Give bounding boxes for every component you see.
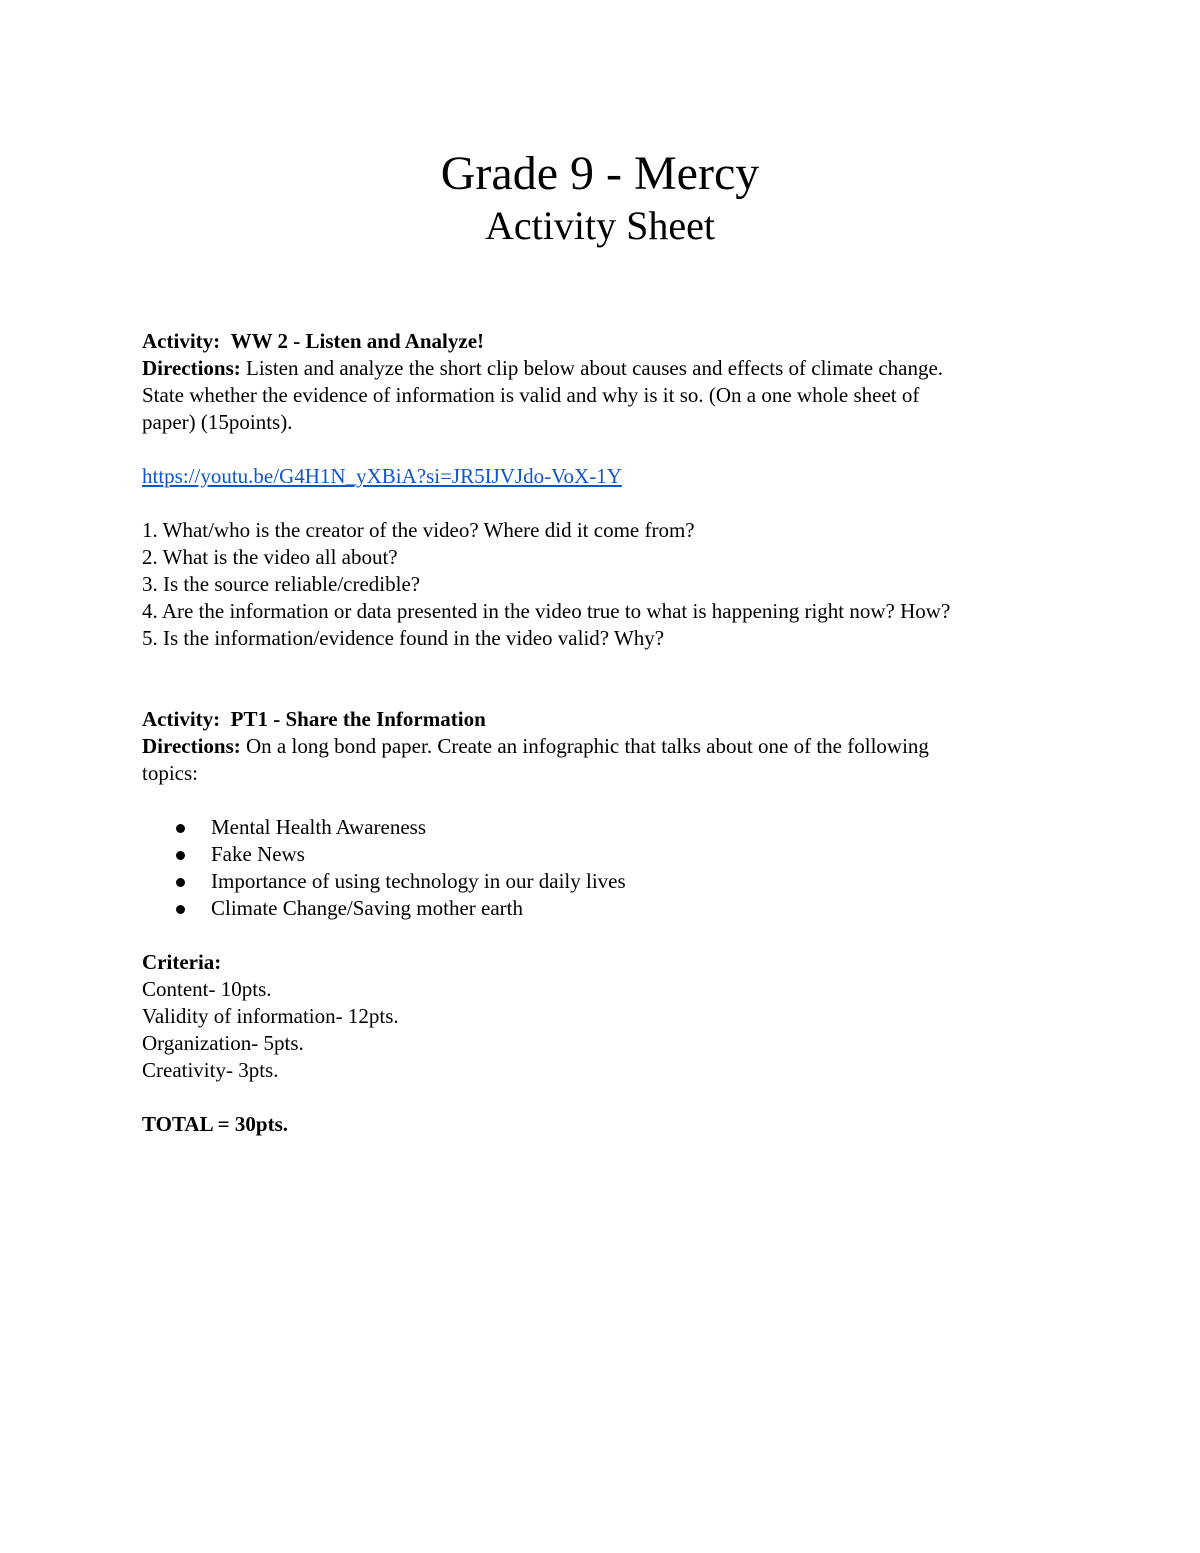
topic-text: Climate Change/Saving mother earth: [211, 896, 524, 920]
question-4: 4. Are the information or data presented in the video true to what is happening right now? How?: [142, 599, 951, 623]
title-block: [0, 146, 1200, 250]
question-2: 2. What is the video all about?: [142, 545, 398, 569]
activity1-name: WW 2 - Listen and Analyze!: [230, 329, 485, 353]
page-subtitle: Activity Sheet: [485, 203, 715, 248]
topic-text: Fake News: [211, 842, 305, 866]
criteria-item: Content- 10pts.: [142, 977, 272, 1001]
activity1-directions-line-2: State whether the evidence of information is valid and why is it so. (On a one whole sheet of: [142, 383, 920, 407]
activity1-heading: [142, 328, 1062, 355]
spacer: [142, 652, 1062, 706]
spacer: [142, 787, 1062, 814]
bullet-icon: [176, 851, 185, 860]
activity1-directions-line-1: [142, 355, 1062, 382]
activity2-directions-label: Directions:: [142, 734, 241, 758]
spacer: [142, 490, 1062, 517]
activity2-label: Activity:: [142, 707, 221, 731]
spacer: [142, 436, 1062, 463]
criteria-item: Creativity- 3pts.: [142, 1058, 279, 1082]
activity2-directions-line-2: topics:: [142, 761, 198, 785]
criteria-item: Validity of information- 12pts.: [142, 1004, 399, 1028]
question-3: 3. Is the source reliable/credible?: [142, 572, 421, 596]
list-item: [142, 814, 1062, 841]
bullet-icon: [176, 905, 185, 914]
video-link[interactable]: https://youtu.be/G4H1N_yXBiA?si=JR5IJVJdo-VoX-1Y: [142, 464, 622, 488]
activity1-label: Activity:: [142, 329, 221, 353]
activity1-directions-label: Directions:: [142, 356, 241, 380]
activity1-directions-text-1: Listen and analyze the short clip below about causes and effects of climate change.: [246, 356, 944, 380]
total-points: TOTAL = 30pts.: [142, 1112, 288, 1136]
topics-list: [142, 814, 1062, 922]
spacer: [142, 922, 1062, 949]
question-1: 1. What/who is the creator of the video? Where did it come from?: [142, 518, 695, 542]
topic-text: Mental Health Awareness: [211, 815, 427, 839]
video-link-line: [142, 463, 1062, 490]
criteria-heading: Criteria:: [142, 950, 222, 974]
document-body: [142, 328, 1062, 1138]
bullet-icon: [176, 878, 185, 887]
activity2-name: PT1 - Share the Information: [230, 707, 486, 731]
activity2-directions-line-1: [142, 733, 1062, 760]
activity2-directions-text-1: On a long bond paper. Create an infographic that talks about one of the following: [246, 734, 929, 758]
activity2-heading: [142, 706, 1062, 733]
topic-text: Importance of using technology in our daily lives: [211, 869, 626, 893]
spacer: [142, 1084, 1062, 1111]
bullet-icon: [176, 824, 185, 833]
list-item: [142, 895, 1062, 922]
criteria-item: Organization- 5pts.: [142, 1031, 304, 1055]
page-title: Grade 9 - Mercy: [440, 147, 760, 200]
question-5: 5. Is the information/evidence found in the video valid? Why?: [142, 626, 665, 650]
list-item: [142, 868, 1062, 895]
activity1-directions-line-3: paper) (15points).: [142, 410, 293, 434]
list-item: [142, 841, 1062, 868]
